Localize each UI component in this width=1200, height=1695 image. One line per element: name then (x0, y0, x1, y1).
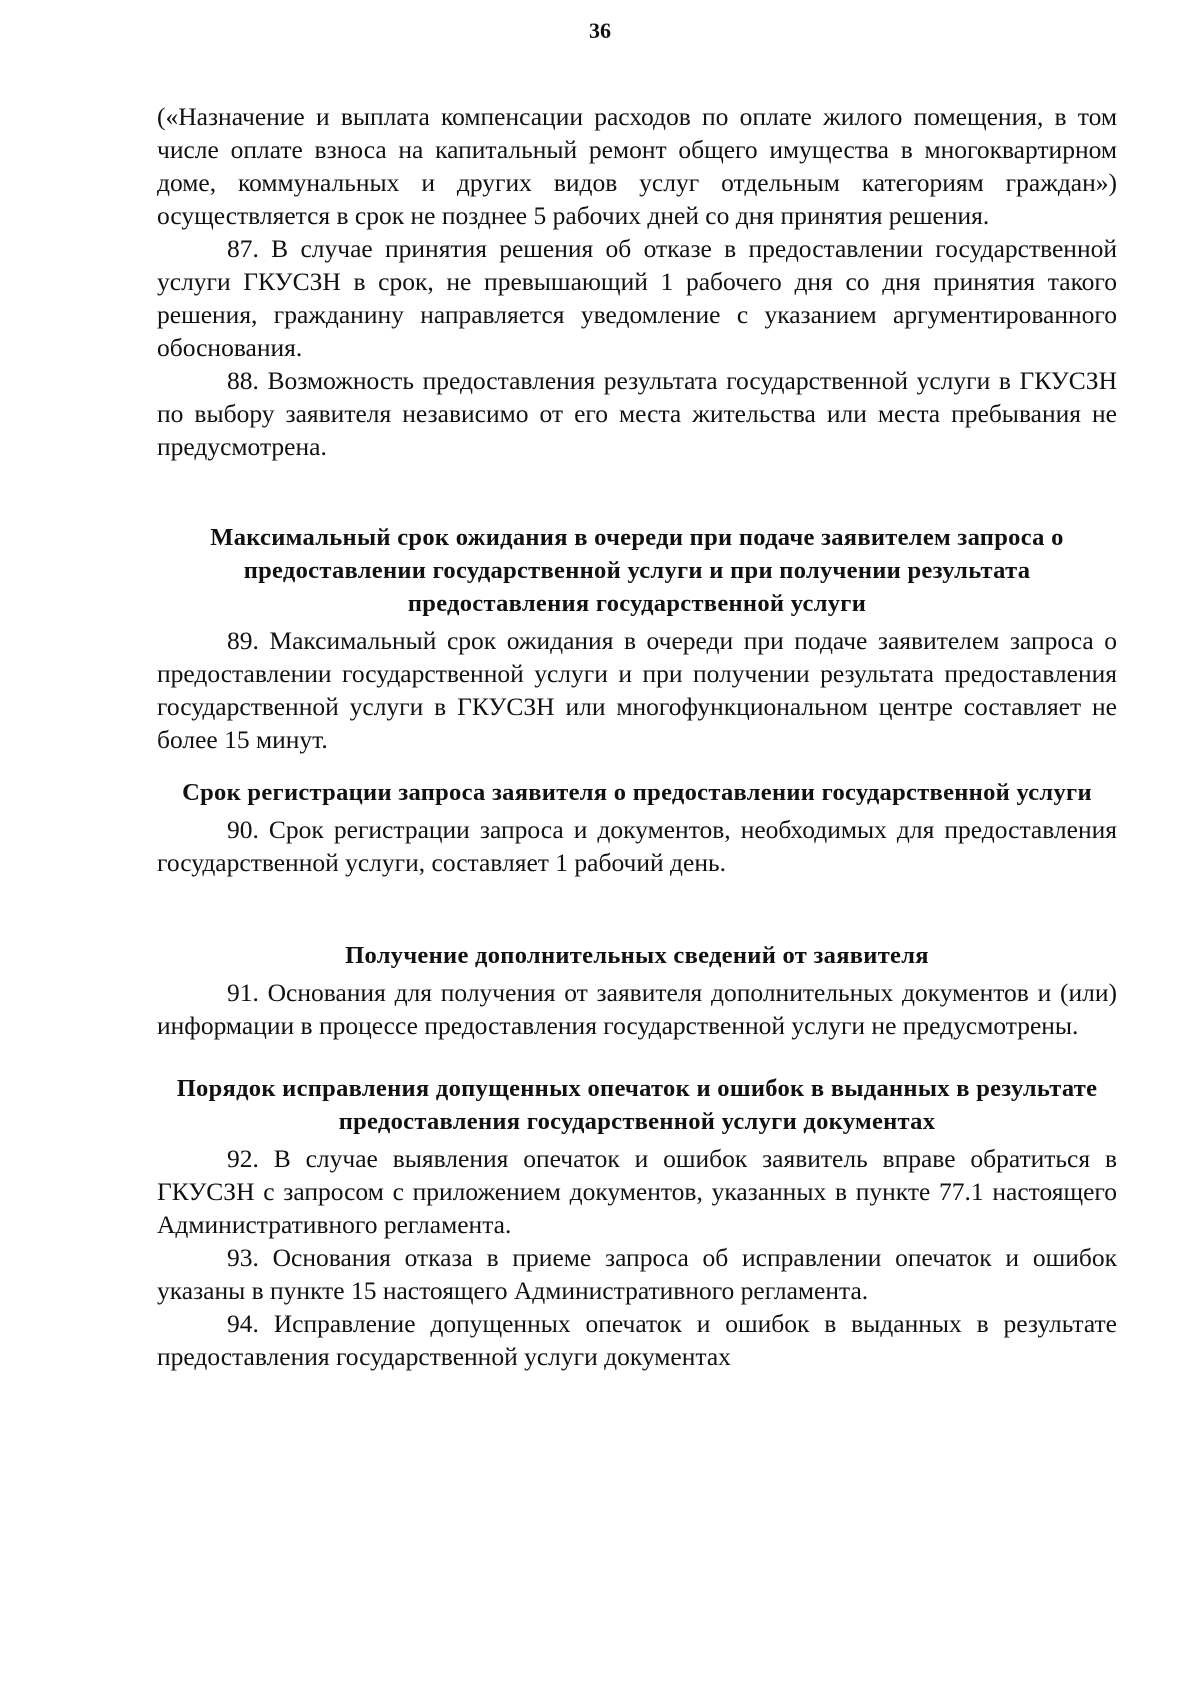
paragraph-94: 94. Исправление допущенных опечаток и ошибок в выданных в результате предоставления государственной услуги документах (157, 1309, 1117, 1371)
section-heading-registration: Срок регистрации запроса заявителя о предоставлении государственной услуги (182, 779, 1092, 806)
section-heading-wait-time: Максимальный срок ожидания в очереди при подаче заявителем запроса о предоставлении государственной услуги и при получении результата предоставления государственной услуги (210, 524, 1064, 617)
paragraph-92: 92. В случае выявления опечаток и ошибок заявитель вправе обратиться в ГКУСЗН с запросом с приложением документов, указанных в пункте 77.1 настоящего Административного регламента. (157, 1144, 1117, 1239)
paragraph-89: 89. Максимальный срок ожидания в очереди при подаче заявителем запроса о предоставлении государственной услуги и при получении результата предоставления государственной услуги в ГКУСЗН или многофункциональном центре составляет не более 15 минут. (157, 626, 1117, 754)
paragraph-93: 93. Основания отказа в приеме запроса об исправлении опечаток и ошибок указаны в пункте 15 настоящего Административного регламента. (157, 1243, 1117, 1305)
section-heading-corrections: Порядок исправления допущенных опечаток и ошибок в выданных в результате предоставления государственной услуги документах (176, 1075, 1098, 1135)
paragraph-88: 88. Возможность предоставления результата государственной услуги в ГКУСЗН по выбору заявителя независимо от его места жительства или места пребывания не предусмотрена. (157, 366, 1117, 461)
document-body (157, 100, 1117, 1373)
page-number: 36 (589, 18, 611, 43)
paragraph-91: 91. Основания для получения от заявителя дополнительных документов и (или) информации в процессе предоставления государственной услуги не предусмотрены. (157, 978, 1117, 1040)
paragraph-90: 90. Срок регистрации запроса и документов, необходимых для предоставления государственной услуги, составляет 1 рабочий день. (157, 815, 1117, 877)
paragraph-87: 87. В случае принятия решения об отказе в предоставлении государственной услуги ГКУСЗН в срок, не превышающий 1 рабочего дня со дня принятия такого решения, гражданину направляется уведомление с указанием аргументированного обоснования. (157, 234, 1117, 362)
section-heading-additional-info: Получение дополнительных сведений от заявителя (345, 942, 929, 969)
paragraph-86-tail: («Назначение и выплата компенсации расходов по оплате жилого помещения, в том числе оплате взноса на капитальный ремонт общего имущества в многоквартирном доме, коммунальных и других видов услуг отдельным категориям граждан») осуществляется в срок не позднее 5 рабочих дней со дня принятия решения. (157, 102, 1117, 230)
